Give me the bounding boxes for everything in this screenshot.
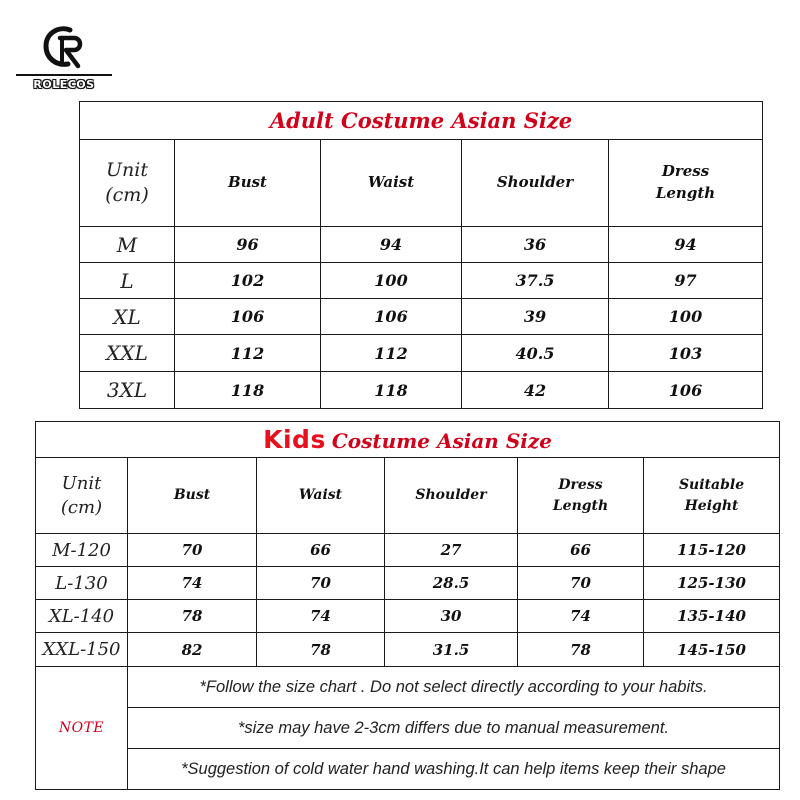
table-row [36, 633, 780, 667]
bust-value: 96 [175, 227, 321, 263]
waist-value: 112 [321, 335, 462, 372]
waist-value: 94 [321, 227, 462, 263]
kids-table-title [36, 422, 780, 458]
suitable-height-value: 125-130 [644, 567, 780, 600]
dress-length-value: 66 [518, 534, 644, 567]
dress-length-value: 74 [518, 600, 644, 633]
waist-value: 100 [321, 263, 462, 299]
adult-size-table [79, 101, 763, 409]
unit-cm-label: (cm) [60, 496, 103, 518]
waist-value: 66 [257, 534, 385, 567]
shoulder-value: 27 [385, 534, 518, 567]
kids-title-word: Kids [263, 425, 326, 454]
dress-length-value: 100 [609, 299, 763, 335]
bust-value: 102 [175, 263, 321, 299]
rolecos-monogram-logo-icon [40, 24, 88, 70]
table-row [80, 335, 763, 372]
size-label: L-130 [36, 567, 128, 600]
unit-label: Unit [106, 159, 148, 182]
brand-logo [14, 22, 114, 100]
brand-name: ROLECOS [33, 78, 95, 91]
dress-length-value: 78 [518, 633, 644, 667]
adult-table-title: Adult Costume Asian Size [80, 102, 763, 140]
bust-value: 106 [175, 299, 321, 335]
suitable-height-value: 115-120 [644, 534, 780, 567]
note-text: *Suggestion of cold water hand washing.It can help items keep their shape [128, 749, 780, 790]
table-row [80, 263, 763, 299]
shoulder-value: 30 [385, 600, 518, 633]
size-label: XL-140 [36, 600, 128, 633]
shoulder-value: 37.5 [462, 263, 609, 299]
dress-length-value: 97 [609, 263, 763, 299]
shoulder-value: 36 [462, 227, 609, 263]
note-text: *Follow the size chart . Do not select directly according to your habits. [128, 667, 780, 708]
waist-value: 118 [321, 372, 462, 409]
table-row [36, 567, 780, 600]
size-label: XL [80, 299, 175, 335]
table-row [80, 372, 763, 409]
bust-value: 112 [175, 335, 321, 372]
dress-length-value: 70 [518, 567, 644, 600]
size-label: M [80, 227, 175, 263]
suitable-height-value: 135-140 [644, 600, 780, 633]
unit-cm-label: (cm) [105, 184, 149, 206]
table-row [80, 299, 763, 335]
logo-underline [16, 74, 112, 76]
dress-length-value: 94 [609, 227, 763, 263]
adult-header-dress-length: Dress Length [609, 140, 763, 227]
shoulder-value: 42 [462, 372, 609, 409]
size-label: M-120 [36, 534, 128, 567]
kids-header-waist: Waist [257, 458, 385, 534]
size-label: 3XL [80, 372, 175, 409]
waist-value: 74 [257, 600, 385, 633]
shoulder-value: 31.5 [385, 633, 518, 667]
size-label: XXL-150 [36, 633, 128, 667]
waist-value: 106 [321, 299, 462, 335]
kids-size-table [35, 421, 780, 790]
bust-value: 78 [128, 600, 257, 633]
table-row [80, 227, 763, 263]
note-row [36, 708, 780, 749]
kids-header-dress-length: Dress Length [518, 458, 644, 534]
shoulder-value: 28.5 [385, 567, 518, 600]
note-row [36, 667, 780, 708]
note-text: *size may have 2-3cm differs due to manual measurement. [128, 708, 780, 749]
adult-header-bust: Bust [175, 140, 321, 227]
unit-label: Unit [61, 473, 102, 495]
bust-value: 82 [128, 633, 257, 667]
note-row [36, 749, 780, 790]
note-label: NOTE [36, 667, 128, 790]
bust-value: 74 [128, 567, 257, 600]
size-label: L [80, 263, 175, 299]
adult-header-waist: Waist [321, 140, 462, 227]
table-row [36, 600, 780, 633]
bust-value: 70 [128, 534, 257, 567]
size-label: XXL [80, 335, 175, 372]
suitable-height-value: 145-150 [644, 633, 780, 667]
table-row [36, 534, 780, 567]
waist-value: 78 [257, 633, 385, 667]
dress-length-value: 106 [609, 372, 763, 409]
kids-unit-header [36, 458, 128, 534]
adult-header-shoulder: Shoulder [462, 140, 609, 227]
kids-header-shoulder: Shoulder [385, 458, 518, 534]
waist-value: 70 [257, 567, 385, 600]
kids-header-bust: Bust [128, 458, 257, 534]
dress-length-value: 103 [609, 335, 763, 372]
shoulder-value: 40.5 [462, 335, 609, 372]
adult-unit-header [80, 140, 175, 227]
kids-header-suitable-height: Suitable Height [644, 458, 780, 534]
bust-value: 118 [175, 372, 321, 409]
kids-title-rest: Costume Asian Size [331, 429, 552, 453]
shoulder-value: 39 [462, 299, 609, 335]
